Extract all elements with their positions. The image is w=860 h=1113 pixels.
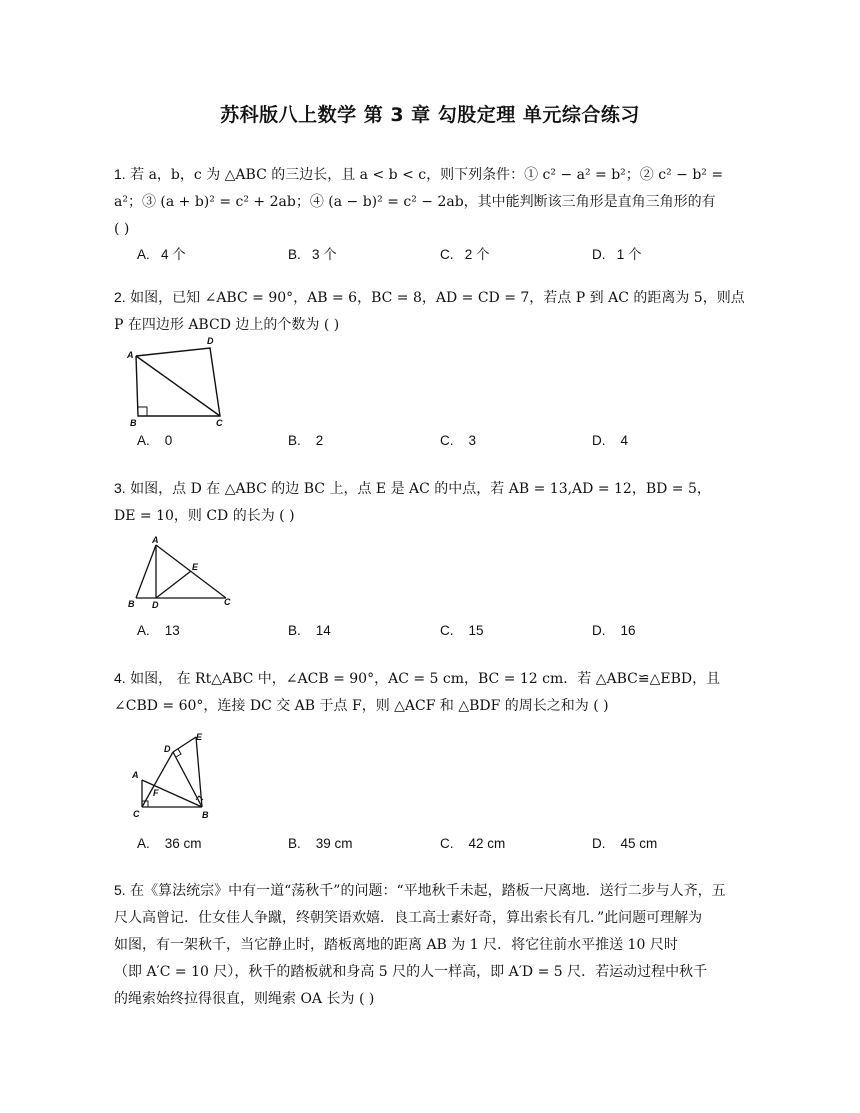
option-a[interactable]: A. 13 bbox=[137, 623, 180, 638]
label-e: E bbox=[196, 732, 203, 742]
question-line: 的绳索始终拉得很直，则绳索 OA 长为 ( ) bbox=[114, 991, 375, 1007]
question-number: 4. bbox=[114, 670, 126, 686]
option-c[interactable]: C. 3 bbox=[440, 433, 477, 448]
option-b[interactable]: B. 14 bbox=[288, 623, 331, 638]
label-a: A bbox=[132, 770, 139, 780]
question-number: 1. bbox=[114, 166, 126, 182]
option-d[interactable]: D. 1 个 bbox=[592, 247, 642, 262]
label-a: A bbox=[127, 350, 134, 360]
question-line: 如图，已知 ∠ABC = 90°，AB = 6，BC = 8，AD = CD = 7，若点 P 到 AC 的距离为 5，则点 bbox=[130, 290, 745, 306]
option-d[interactable]: D. 45 cm bbox=[592, 836, 658, 851]
question-line: 如图， 在 Rt△ABC 中，∠ACB = 90°，AC = 5 cm，BC = 12 cm．若 △ABC≌△EBD，且 bbox=[130, 671, 721, 687]
label-e: E bbox=[192, 562, 199, 572]
figure-triangle-abc bbox=[124, 533, 239, 613]
question-line: 尺人高曾记．仕女佳人争蹴，终朝笑语欢嬉．良工高士素好奇，算出索长有几．”此问题可理解为 bbox=[114, 910, 703, 926]
question-line: a²；③ (a + b)² = c² + 2ab；④ (a − b)² = c² − 2ab，其中能判断该三角形是直角三角形的有 bbox=[114, 194, 716, 210]
question-1 bbox=[114, 161, 764, 243]
label-b: B bbox=[128, 599, 135, 609]
label-f: F bbox=[153, 788, 159, 798]
question-line: ( ) bbox=[114, 221, 130, 237]
label-d: D bbox=[152, 600, 159, 610]
question-line: 如图，点 D 在 △ABC 的边 BC 上，点 E 是 AC 的中点，若 AB = 13,AD = 12，BD = 5， bbox=[130, 481, 711, 497]
label-c: C bbox=[133, 809, 140, 819]
option-b[interactable]: B. 3 个 bbox=[288, 247, 337, 262]
question-5 bbox=[114, 877, 764, 1013]
label-c: C bbox=[224, 597, 231, 607]
question-number: 5. bbox=[114, 882, 126, 898]
label-d: D bbox=[164, 744, 171, 754]
option-a[interactable]: A. 4 个 bbox=[137, 247, 186, 262]
figure-rotated-triangles bbox=[128, 728, 218, 824]
question-number: 2. bbox=[114, 289, 126, 305]
question-line: 如图，有一架秋千，当它静止时，踏板离地的距离 AB 为 1 尺．将它往前水平推送 10 尺时 bbox=[114, 937, 678, 953]
question-2 bbox=[114, 284, 764, 339]
question-line: 在《算法统宗》中有一道“荡秋千”的问题：“平地秋千未起，踏板一尺离地．送行二步与人齐，五 bbox=[130, 883, 726, 899]
figure-quadrilateral-abcd bbox=[124, 334, 234, 429]
option-a[interactable]: A. 0 bbox=[137, 433, 173, 448]
question-line: （即 A′C = 10 尺），秋千的踏板就和身高 5 尺的人一样高，即 A′D = 5 尺．若运动过程中秋千 bbox=[114, 964, 708, 980]
label-c: C bbox=[216, 418, 223, 428]
option-b[interactable]: B. 39 cm bbox=[288, 836, 353, 851]
option-d[interactable]: D. 16 bbox=[592, 623, 636, 638]
question-number: 3. bbox=[114, 480, 126, 496]
question-4 bbox=[114, 665, 764, 720]
page-title: 苏科版八上数学 第 3 章 勾股定理 单元综合练习 bbox=[220, 104, 640, 126]
question-line: 若 a，b，c 为 △ABC 的三边长，且 a < b < c，则下列条件：① c² − a² = b²；② c² − b² = bbox=[130, 167, 724, 183]
option-c[interactable]: C. 42 cm bbox=[440, 836, 506, 851]
label-d: D bbox=[207, 336, 214, 346]
option-c[interactable]: C. 15 bbox=[440, 623, 484, 638]
question-3 bbox=[114, 475, 764, 530]
label-b: B bbox=[202, 810, 209, 820]
question-line: ∠CBD = 60°，连接 DC 交 AB 于点 F，则 △ACF 和 △BDF 的周长之和为 ( ) bbox=[114, 698, 609, 714]
question-line: P 在四边形 ABCD 边上的个数为 ( ) bbox=[114, 317, 340, 333]
question-line: DE = 10，则 CD 的长为 ( ) bbox=[114, 508, 295, 524]
option-d[interactable]: D. 4 bbox=[592, 433, 629, 448]
option-c[interactable]: C. 2 个 bbox=[440, 247, 490, 262]
option-b[interactable]: B. 2 bbox=[288, 433, 324, 448]
option-a[interactable]: A. 36 cm bbox=[137, 836, 202, 851]
label-b: B bbox=[130, 418, 137, 428]
label-a: A bbox=[152, 535, 159, 545]
